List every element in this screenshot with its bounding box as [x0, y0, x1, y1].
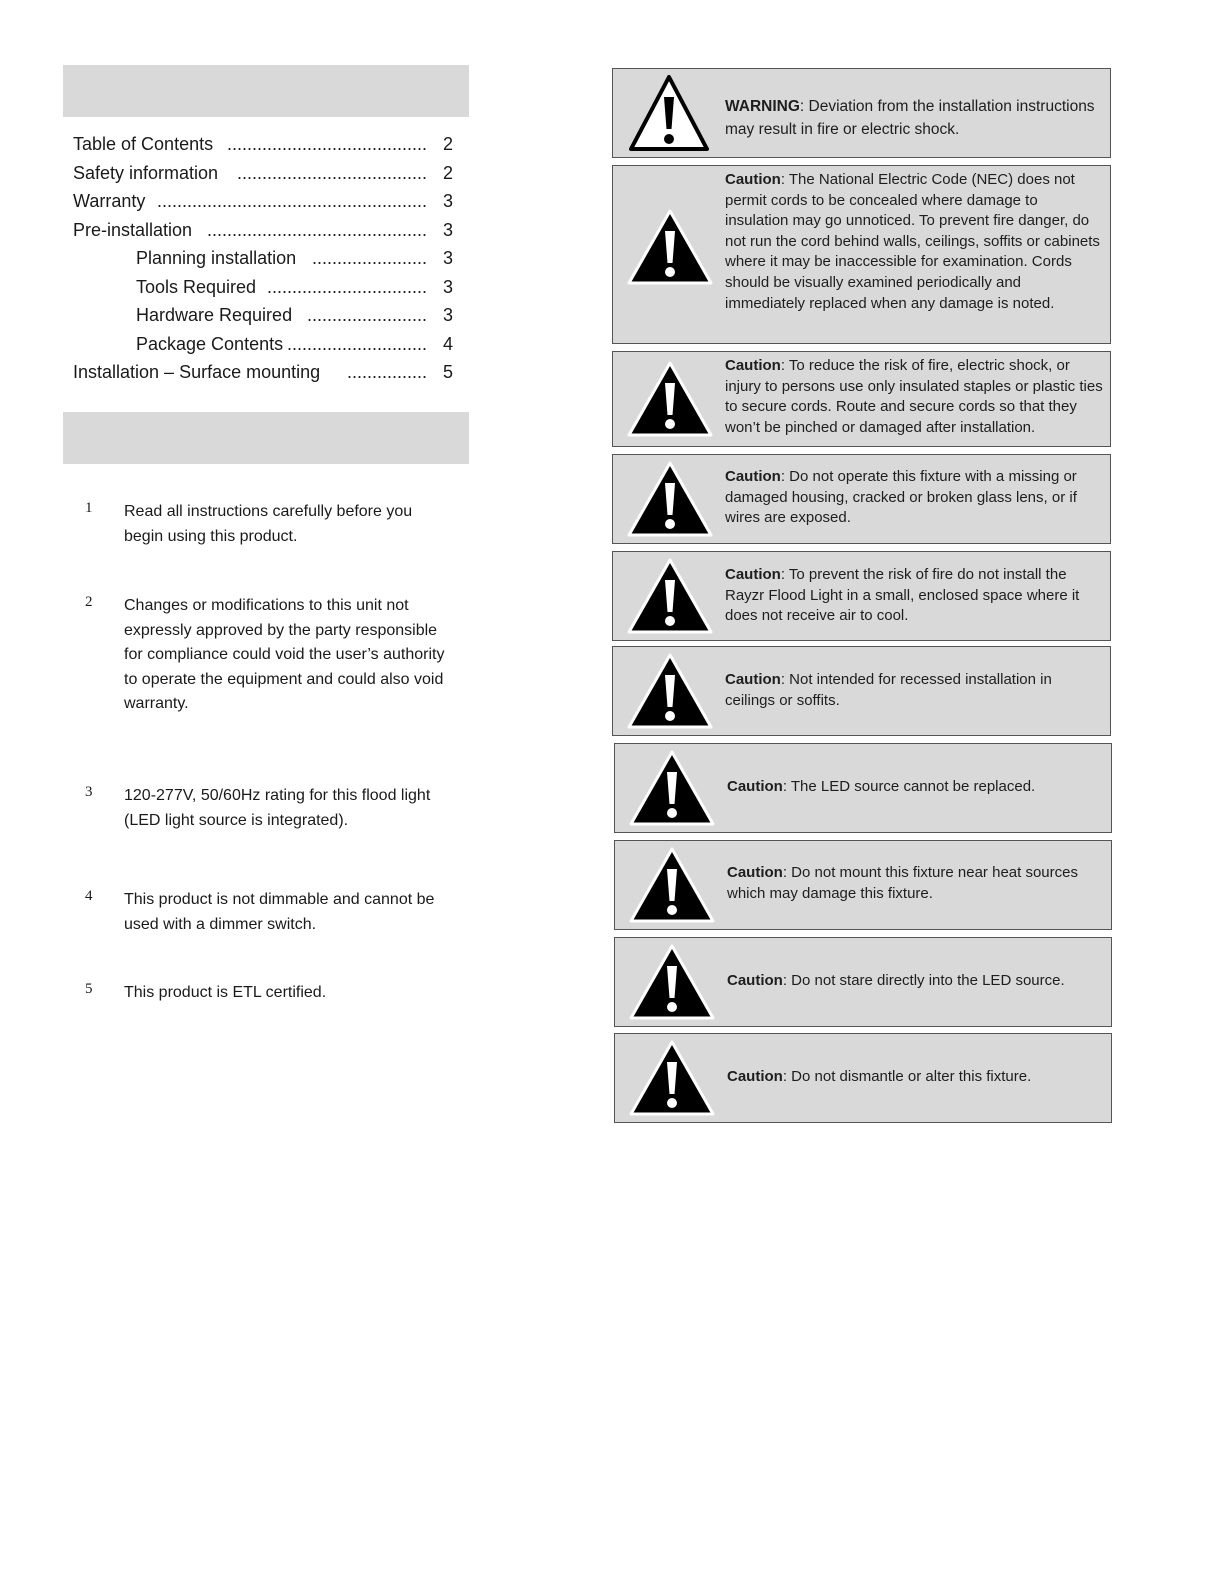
caution-label: Caution	[727, 972, 783, 989]
caution-box	[614, 840, 1112, 930]
caution-label: Caution	[727, 1068, 783, 1085]
caution-icon	[629, 750, 715, 826]
toc-entry-label: Installation – Surface mounting	[73, 362, 321, 382]
caution-box	[612, 351, 1111, 447]
caution-box	[612, 551, 1111, 641]
note-text: Read all instructions carefully before you begin using this product.	[124, 503, 413, 545]
toc-entry-dots: ........................................	[226, 134, 427, 154]
warning-outline-icon	[627, 73, 711, 153]
toc-entry-dots: ................	[346, 362, 427, 382]
toc-entry[interactable]	[73, 244, 453, 273]
caution-text	[725, 170, 1105, 314]
toc-entry-page: 4	[442, 333, 453, 354]
caution-label: Caution	[725, 357, 781, 374]
caution-icon	[627, 361, 713, 437]
note-text: Changes or modifications to this unit not expressly approved by the party responsible for compliance could void the user’s authority to operate the equipment and could also void warranty.	[124, 597, 445, 712]
caution-box	[612, 646, 1111, 736]
caution-icon	[629, 944, 715, 1020]
caution-box	[612, 165, 1111, 344]
caution-body: : To reduce the risk of fire, electric shock, or injury to persons use only insulated staples or plastic ties to secure cords. Route and secure cords so that they won’t be pinched or damaged after installation.	[725, 357, 1103, 436]
toc-entry[interactable]	[73, 358, 453, 387]
toc-entry-page: 2	[442, 134, 453, 154]
toc-entry-label: Pre-installation	[73, 219, 193, 240]
toc-entry[interactable]	[73, 216, 453, 245]
caution-text	[725, 565, 1105, 627]
note-number: 5	[85, 981, 93, 997]
caution-text	[727, 863, 1107, 904]
toc-entry-dots: ................................	[266, 276, 427, 297]
warning-body: : Deviation from the installation instructions may result in fire or electric shock.	[725, 98, 1095, 138]
warning-label: WARNING	[725, 98, 800, 115]
caution-text	[727, 777, 1107, 798]
toc-entry-page: 3	[442, 305, 453, 325]
toc-entry-page: 5	[442, 362, 453, 382]
caution-label: Caution	[725, 171, 781, 188]
caution-label: Caution	[727, 778, 783, 795]
toc-entry-page: 3	[442, 191, 453, 211]
toc-entry-page: 3	[442, 248, 453, 268]
toc-header-band	[63, 65, 469, 117]
toc-entry-dots: ......................................................	[156, 191, 427, 211]
toc-entry-label: Tools Required	[136, 276, 257, 297]
toc-entry-label: Package Contents	[136, 333, 284, 354]
toc-entry-label: Warranty	[73, 191, 146, 211]
note-number: 2	[85, 594, 93, 610]
caution-box	[614, 1033, 1112, 1123]
toc-entry[interactable]	[73, 301, 453, 330]
caution-box	[614, 743, 1112, 833]
caution-text	[727, 1067, 1107, 1088]
note-number: 1	[85, 500, 93, 516]
caution-text	[725, 467, 1105, 529]
caution-icon	[627, 209, 713, 285]
toc-entry[interactable]	[73, 330, 453, 359]
caution-text	[725, 356, 1105, 438]
caution-icon	[627, 558, 713, 634]
toc-entry-dots: .......................	[311, 248, 427, 268]
caution-label: Caution	[727, 864, 783, 881]
toc-entry-dots: ........................	[306, 305, 427, 325]
safety-header-band	[63, 412, 469, 464]
warning-box	[612, 68, 1111, 158]
toc-entry-label: Safety information	[73, 162, 219, 183]
toc-entry-dots: ......................................	[236, 162, 427, 183]
caution-body: : Do not stare directly into the LED source.	[782, 972, 1065, 989]
note-number: 4	[85, 888, 93, 904]
toc-entry-page: 3	[442, 276, 453, 297]
toc-entry[interactable]	[73, 187, 453, 216]
caution-body: : Do not dismantle or alter this fixture.	[782, 1068, 1032, 1085]
caution-text	[725, 670, 1105, 711]
toc-entry-page: 2	[442, 162, 453, 183]
caution-body: : Do not operate this fixture with a missing or damaged housing, cracked or broken glass lens, or if wires are exposed.	[725, 468, 1077, 527]
caution-icon	[627, 653, 713, 729]
toc-entry-dots: ............................	[286, 333, 427, 354]
caution-body: : Do not mount this fixture near heat sources which may damage this fixture.	[727, 864, 1078, 902]
caution-icon	[629, 1040, 715, 1116]
caution-body: : To prevent the risk of fire do not install the Rayzr Flood Light in a small, enclosed space where it does not receive air to cool.	[725, 566, 1080, 625]
caution-label: Caution	[725, 468, 781, 485]
note-number: 3	[85, 784, 93, 800]
caution-label: Caution	[725, 566, 781, 583]
toc-entry[interactable]	[73, 159, 453, 188]
note-text: This product is ETL certified.	[124, 984, 327, 1001]
caution-body: : The National Electric Code (NEC) does not permit cords to be concealed where damage to insulation may go unnoticed. To prevent fire danger, do not run the cord behind walls, ceilings, soffits or cabinets where it may be inaccessible for examination. Cords should be visually examined periodically and immediately replaced when any damage is noted.	[725, 171, 1100, 312]
caution-icon	[629, 847, 715, 923]
table-of-contents	[73, 130, 453, 387]
caution-body: : Not intended for recessed installation in ceilings or soffits.	[725, 671, 1052, 709]
caution-icon	[627, 461, 713, 537]
caution-box	[612, 454, 1111, 544]
toc-entry-page: 3	[442, 219, 453, 240]
caution-text	[727, 971, 1107, 992]
toc-entry-label: Table of Contents	[73, 134, 214, 154]
caution-box	[614, 937, 1112, 1027]
caution-label: Caution	[725, 671, 781, 688]
toc-entry[interactable]	[73, 273, 453, 302]
caution-body: : The LED source cannot be replaced.	[782, 778, 1036, 795]
toc-entry[interactable]	[73, 130, 453, 159]
warning-text	[725, 95, 1095, 141]
toc-entry-dots: ............................................	[206, 219, 427, 240]
note-text: This product is not dimmable and cannot be used with a dimmer switch.	[124, 891, 435, 933]
toc-entry-label: Hardware Required	[136, 305, 293, 325]
note-text: 120-277V, 50/60Hz rating for this flood light (LED light source is integrated).	[124, 787, 431, 829]
toc-entry-label: Planning installation	[136, 248, 297, 268]
